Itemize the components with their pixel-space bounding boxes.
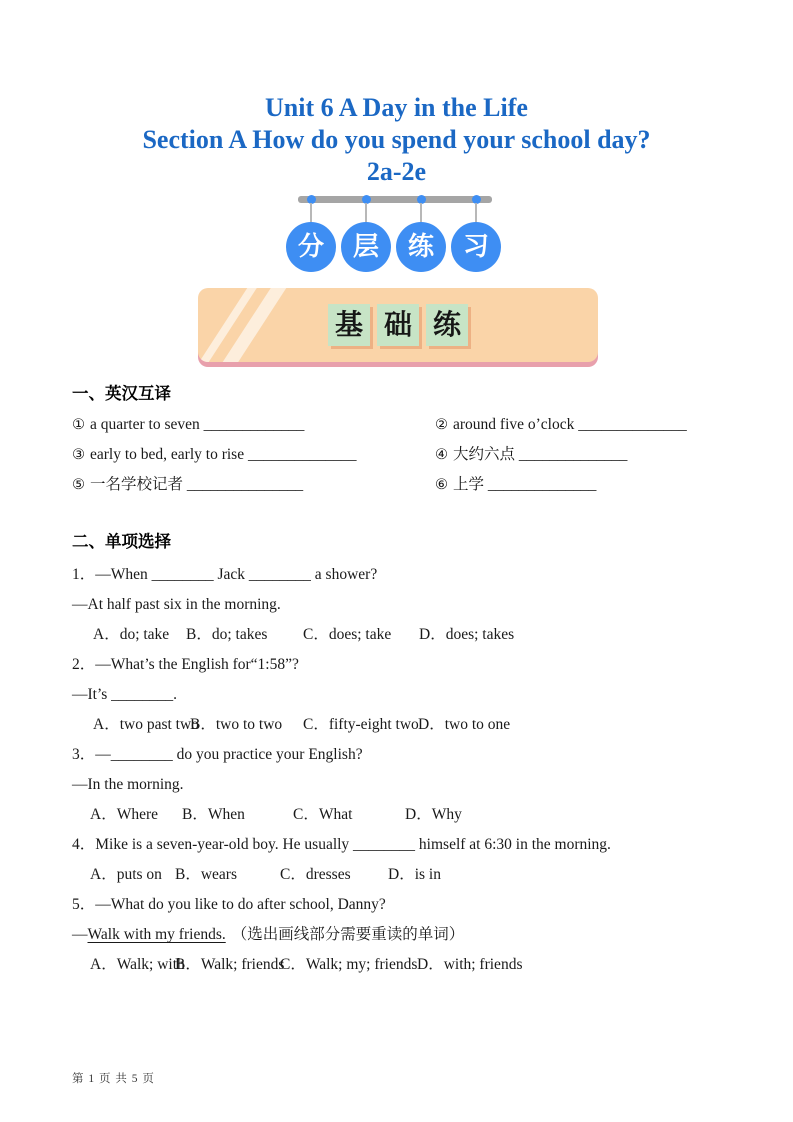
item-row bbox=[72, 410, 722, 440]
option-d: D．Why bbox=[405, 806, 462, 823]
option-b: B．two to two bbox=[190, 716, 283, 733]
option-b: B．wears bbox=[175, 866, 237, 883]
option-a: A．do; take bbox=[93, 626, 170, 643]
question-line: 4．Mike is a seven-year-old boy. He usually ________ himself at 6:30 in the morning. bbox=[72, 836, 611, 853]
circle-label: 分 bbox=[297, 232, 324, 262]
item-text: 上学 ______________ bbox=[453, 476, 597, 493]
question-4 bbox=[72, 830, 722, 890]
practice-hanger-graphic bbox=[298, 196, 492, 276]
question-1 bbox=[72, 560, 722, 650]
options-row bbox=[72, 800, 722, 830]
banner-tiles bbox=[198, 304, 598, 346]
question-line: —It’s ________. bbox=[72, 686, 178, 703]
question-5 bbox=[72, 890, 722, 980]
underlined-answer: Walk with my friends. bbox=[87, 926, 226, 943]
translation-item-1 bbox=[72, 410, 435, 440]
option-a: A．Where bbox=[90, 806, 158, 823]
translation-item-5 bbox=[72, 470, 435, 500]
option-a: A．Walk; with bbox=[90, 956, 185, 973]
practice-circle-3 bbox=[396, 222, 446, 272]
answer-note: （选出画线部分需要重读的单词） bbox=[231, 926, 465, 943]
option-b: B．Walk; friends bbox=[175, 956, 285, 973]
question-2 bbox=[72, 650, 722, 740]
question-line: 2．—What’s the English for“1:58”? bbox=[72, 656, 299, 673]
question-line: 1．—When ________ Jack ________ a shower? bbox=[72, 566, 378, 583]
hanger-string bbox=[365, 203, 367, 223]
translation-item-2 bbox=[435, 410, 722, 440]
item-text: 一名学校记者 _______________ bbox=[90, 476, 304, 493]
translation-item-3 bbox=[72, 440, 435, 470]
item-row bbox=[72, 440, 722, 470]
question-line: —In the morning. bbox=[72, 776, 184, 793]
options-row bbox=[72, 710, 722, 740]
option-c: C．dresses bbox=[280, 866, 351, 883]
item-text: early to bed, early to rise ______________ bbox=[90, 446, 357, 463]
item-number: ⑤ bbox=[72, 477, 85, 493]
option-c: C．Walk; my; friends bbox=[280, 956, 418, 973]
practice-circle-2 bbox=[341, 222, 391, 272]
item-text: a quarter to seven _____________ bbox=[90, 416, 305, 433]
practice-circle-1 bbox=[286, 222, 336, 272]
options-row bbox=[72, 620, 722, 650]
hanger-bar bbox=[298, 196, 492, 203]
item-number: ③ bbox=[72, 447, 85, 463]
circle-label: 层 bbox=[352, 232, 379, 262]
banner-tile-1: 基 bbox=[328, 304, 370, 346]
question-line: —At half past six in the morning. bbox=[72, 596, 281, 613]
title-line-range: 2a-2e bbox=[366, 157, 427, 186]
hanger-string bbox=[310, 203, 312, 223]
option-c: C．What bbox=[293, 806, 353, 823]
options-row bbox=[72, 860, 722, 890]
option-b: B．do; takes bbox=[186, 626, 268, 643]
option-a: A．two past two bbox=[93, 716, 199, 733]
footer-page-number: 第 1 页 共 5 页 bbox=[72, 1073, 155, 1085]
option-d: D．does; takes bbox=[419, 626, 515, 643]
section2-heading: 二、单项选择 bbox=[72, 532, 171, 551]
document-title bbox=[0, 92, 793, 188]
banner-tile-2: 础 bbox=[377, 304, 419, 346]
options-row bbox=[72, 950, 722, 980]
option-a: A．puts on bbox=[90, 866, 162, 883]
option-d: D．is in bbox=[388, 866, 441, 883]
translation-item-6 bbox=[435, 470, 722, 500]
option-d: D．two to one bbox=[418, 716, 511, 733]
item-number: ④ bbox=[435, 447, 448, 463]
circle-label: 习 bbox=[462, 232, 489, 262]
item-number: ⑥ bbox=[435, 477, 448, 493]
title-line-section: Section A How do you spend your school day? bbox=[142, 125, 651, 154]
question-3 bbox=[72, 740, 722, 830]
item-row bbox=[72, 470, 722, 500]
item-text: around five o’clock ______________ bbox=[453, 416, 687, 433]
title-line-unit: Unit 6 A Day in the Life bbox=[265, 93, 528, 122]
hanger-string bbox=[420, 203, 422, 223]
item-number: ② bbox=[435, 417, 448, 433]
option-c: C．does; take bbox=[303, 626, 392, 643]
hanger-string bbox=[475, 203, 477, 223]
question-line: 5．—What do you like to do after school, Danny? bbox=[72, 896, 386, 913]
banner-tile-3: 练 bbox=[426, 304, 468, 346]
item-number: ① bbox=[72, 417, 85, 433]
translation-item-4 bbox=[435, 440, 722, 470]
practice-circle-4 bbox=[451, 222, 501, 272]
option-b: B．When bbox=[182, 806, 245, 823]
question-answer-line bbox=[72, 920, 722, 950]
circle-label: 练 bbox=[407, 232, 434, 262]
translation-items bbox=[72, 410, 722, 500]
option-c: C．fifty-eight two bbox=[303, 716, 419, 733]
option-d: D．with; friends bbox=[417, 956, 523, 973]
item-text: 大约六点 ______________ bbox=[453, 446, 628, 463]
answer-dash: — bbox=[72, 926, 88, 943]
question-line: 3．—________ do you practice your English? bbox=[72, 746, 363, 763]
section1-heading: 一、英汉互译 bbox=[72, 384, 171, 403]
basic-practice-banner bbox=[198, 288, 598, 362]
